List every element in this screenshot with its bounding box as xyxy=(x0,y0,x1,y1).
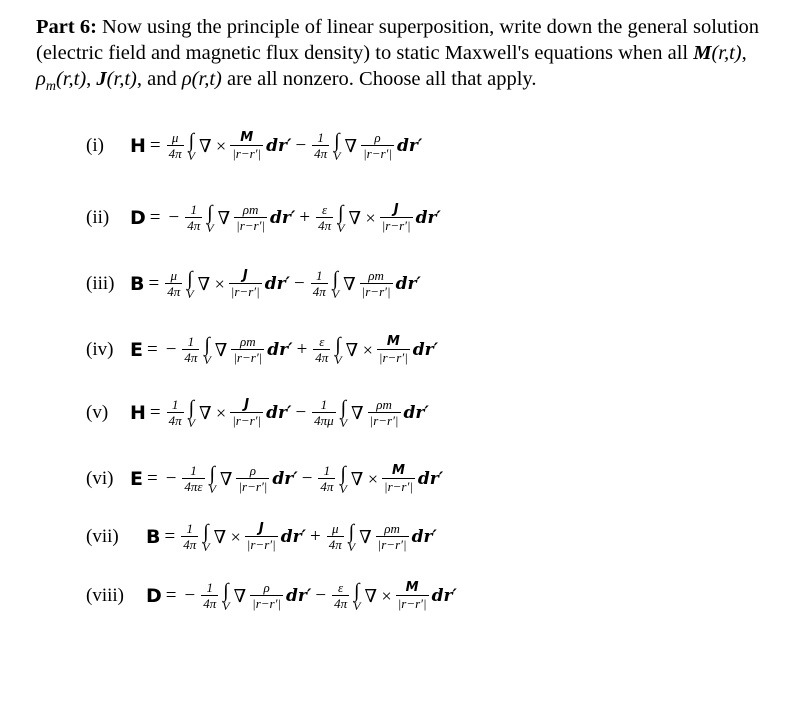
differential-operator: ∇ × xyxy=(350,468,379,489)
differential-element: dr′ xyxy=(431,586,457,606)
coef-numerator: 1 xyxy=(315,268,323,283)
differential-element: dr′ xyxy=(266,403,292,423)
equation-lhs: D xyxy=(146,585,162,607)
source-numerator: ρm xyxy=(239,334,256,349)
differential-operator: ∇ xyxy=(351,402,364,423)
integral-sign: ∫ xyxy=(338,202,344,224)
differential-operator: ∇ xyxy=(219,468,233,489)
differential-operator: ∇ × xyxy=(345,339,373,360)
coef-numerator: 1 xyxy=(187,334,195,349)
term-sign: − xyxy=(301,468,313,489)
source-fraction xyxy=(361,131,394,161)
volume-integral xyxy=(348,522,355,552)
differential-operator: ∇ × xyxy=(213,526,241,547)
coefficient-fraction xyxy=(201,581,218,611)
coef-numerator: 1 xyxy=(320,397,328,412)
integral-sign: ∫ xyxy=(354,580,360,602)
volume-integral xyxy=(188,131,195,161)
integral-domain: V xyxy=(186,287,194,301)
source-fraction xyxy=(360,269,393,299)
source-denominator: |r−r′| xyxy=(233,350,263,365)
term-sign: − xyxy=(295,135,307,156)
integral-domain: V xyxy=(203,353,211,367)
arg-4: (r,t) xyxy=(191,68,222,90)
option-label: (i) xyxy=(86,135,104,156)
volume-integral xyxy=(202,522,209,552)
source-fraction xyxy=(396,581,429,611)
differential-element: dr′ xyxy=(403,403,429,423)
coefficient-fraction xyxy=(318,464,335,494)
source-fraction xyxy=(229,269,262,299)
var-M: M xyxy=(693,42,712,64)
volume-integral xyxy=(333,131,340,161)
integral-domain: V xyxy=(187,416,195,430)
source-fraction xyxy=(382,464,415,494)
volume-integral xyxy=(353,581,360,611)
coefficient-fraction xyxy=(182,464,204,494)
coefficient-fraction xyxy=(316,203,333,233)
option-label: (ii) xyxy=(86,207,110,228)
option-label: (vii) xyxy=(86,526,119,547)
source-numerator: ρ xyxy=(263,580,270,595)
integral-domain: V xyxy=(202,540,210,554)
source-denominator: |r−r′| xyxy=(236,218,266,233)
volume-integral xyxy=(340,398,347,428)
differential-element: dr′ xyxy=(270,208,296,228)
source-numerator: J xyxy=(258,521,264,536)
integral-domain: V xyxy=(331,287,340,301)
coef-denominator: 4πμ xyxy=(314,413,334,428)
source-denominator: |r−r′| xyxy=(363,146,392,161)
differential-operator: ∇ xyxy=(359,526,372,547)
source-fraction xyxy=(368,398,401,428)
term-sign: + xyxy=(310,526,321,547)
coefficient-fraction xyxy=(182,335,199,365)
coef-denominator: 4π xyxy=(184,350,198,365)
differential-element: dr′ xyxy=(396,136,423,156)
coef-denominator: 4πε xyxy=(184,479,203,494)
volume-integral xyxy=(339,464,346,494)
arg-2: (r,t) xyxy=(55,68,87,90)
coef-denominator: 4π xyxy=(167,284,181,299)
differential-operator: ∇ xyxy=(217,207,231,228)
source-denominator: |r−r′| xyxy=(361,284,391,299)
question-text xyxy=(36,14,766,100)
coef-numerator: ε xyxy=(338,580,344,595)
equals-sign: = xyxy=(149,135,161,156)
equation-lhs: E xyxy=(130,339,143,361)
sep-2: , xyxy=(86,68,97,90)
coef-numerator: 1 xyxy=(317,130,324,145)
source-numerator: ρm xyxy=(242,202,259,217)
source-fraction xyxy=(230,398,263,428)
volume-integral xyxy=(337,203,344,233)
source-numerator: J xyxy=(393,202,399,217)
integral-domain: V xyxy=(347,540,356,554)
integral-sign: ∫ xyxy=(203,521,209,543)
coef-denominator: 4π xyxy=(187,218,201,233)
coef-denominator: 4π xyxy=(183,537,197,552)
integral-sign: ∫ xyxy=(188,397,195,419)
source-numerator: ρm xyxy=(368,268,384,283)
integral-domain: V xyxy=(333,149,341,163)
differential-element: dr′ xyxy=(412,340,439,360)
differential-operator: ∇ × xyxy=(197,273,225,294)
term-sign: − xyxy=(295,402,307,423)
equals-sign: = xyxy=(148,273,160,294)
integral-domain: V xyxy=(339,416,348,430)
term-sign: − xyxy=(168,207,180,228)
volume-integral xyxy=(203,335,210,365)
integral-domain: V xyxy=(187,149,195,163)
coefficient-fraction xyxy=(312,398,336,428)
coef-numerator: 1 xyxy=(186,521,193,536)
coef-denominator: 4π xyxy=(203,596,217,611)
question-body-2: are all nonzero. Choose all that apply. xyxy=(221,68,537,90)
integral-sign: ∫ xyxy=(335,334,341,356)
term-sign: − xyxy=(165,339,177,360)
option-row xyxy=(86,118,422,174)
equation-lhs: H xyxy=(130,135,146,157)
source-numerator: M xyxy=(240,130,254,145)
term-sign: − xyxy=(165,468,177,489)
equals-sign: = xyxy=(164,526,176,547)
source-denominator: |r−r′| xyxy=(230,284,260,299)
integral-domain: V xyxy=(339,482,347,496)
differential-element: dr′ xyxy=(264,274,291,294)
source-numerator: J xyxy=(242,268,248,283)
sep-3: , and xyxy=(136,68,182,90)
integral-sign: ∫ xyxy=(209,463,215,485)
source-numerator: M xyxy=(405,580,419,595)
volume-integral xyxy=(188,398,195,428)
integral-sign: ∫ xyxy=(348,521,355,543)
integral-sign: ∫ xyxy=(187,268,193,290)
source-denominator: |r−r′| xyxy=(369,413,399,428)
source-fraction xyxy=(231,335,264,365)
option-row xyxy=(86,256,421,312)
equation-lhs: H xyxy=(130,402,146,424)
coefficient-fraction xyxy=(181,522,198,552)
differential-operator: ∇ × xyxy=(364,585,392,606)
differential-element: dr′ xyxy=(280,527,307,547)
integral-sign: ∫ xyxy=(340,463,346,485)
integral-domain: V xyxy=(222,599,230,613)
coef-numerator: 1 xyxy=(190,463,197,478)
volume-integral xyxy=(332,269,339,299)
option-row xyxy=(86,385,429,441)
integral-sign: ∫ xyxy=(204,334,210,356)
term-sign: − xyxy=(184,585,196,606)
source-denominator: |r−r′| xyxy=(384,479,413,494)
source-numerator: J xyxy=(244,397,250,412)
option-row xyxy=(86,509,437,565)
arg-1: (r,t) xyxy=(711,42,742,64)
integral-sign: ∫ xyxy=(334,130,340,152)
option-row xyxy=(86,322,438,378)
source-denominator: |r−r′| xyxy=(238,479,268,494)
var-rho-m: ρ xyxy=(36,68,46,90)
coef-numerator: 1 xyxy=(206,580,213,595)
differential-element: dr′ xyxy=(395,274,421,294)
question-body-1: Now using the principle of linear superposition, write down the general solution (electric field and magnetic flux density) to static Maxwell's equations when all xyxy=(36,16,760,64)
source-denominator: |r−r′| xyxy=(397,596,427,611)
source-fraction xyxy=(380,203,413,233)
differential-element: dr′ xyxy=(272,469,298,489)
option-row xyxy=(86,190,441,246)
coef-denominator: 4π xyxy=(334,596,348,611)
coef-numerator: 1 xyxy=(190,202,197,217)
coef-denominator: 4π xyxy=(168,413,182,428)
source-fraction xyxy=(245,522,278,552)
source-numerator: M xyxy=(391,463,405,478)
volume-integral xyxy=(206,203,213,233)
coefficient-fraction xyxy=(327,522,344,552)
integral-domain: V xyxy=(353,599,361,613)
integral-domain: V xyxy=(208,482,216,496)
volume-integral xyxy=(222,581,229,611)
coefficient-fraction xyxy=(185,203,202,233)
integral-sign: ∫ xyxy=(332,268,339,290)
differential-operator: ∇ xyxy=(343,273,356,294)
option-row xyxy=(86,451,443,507)
source-numerator: ρ xyxy=(249,463,257,478)
source-numerator: ρ xyxy=(374,130,381,145)
source-numerator: ρm xyxy=(376,397,392,412)
equation-lhs: B xyxy=(146,526,161,548)
option-label: (iv) xyxy=(86,339,114,360)
option-label: (v) xyxy=(86,402,109,423)
source-fraction xyxy=(377,335,410,365)
volume-integral xyxy=(334,335,341,365)
source-fraction xyxy=(234,203,267,233)
coef-numerator: 1 xyxy=(323,463,331,478)
coef-denominator: 4π xyxy=(320,479,334,494)
term-sign: − xyxy=(294,273,305,294)
integral-sign: ∫ xyxy=(207,202,213,224)
volume-integral xyxy=(186,269,193,299)
equals-sign: = xyxy=(165,585,177,606)
integral-domain: V xyxy=(206,221,214,235)
differential-operator: ∇ xyxy=(233,585,247,606)
equals-sign: = xyxy=(146,468,158,489)
differential-operator: ∇ × xyxy=(348,207,376,228)
source-denominator: |r−r′| xyxy=(232,146,262,161)
integral-domain: V xyxy=(337,221,345,235)
source-denominator: |r−r′| xyxy=(378,350,408,365)
coef-denominator: 4π xyxy=(314,146,328,161)
differential-element: dr′ xyxy=(286,586,312,606)
coefficient-fraction xyxy=(311,269,328,299)
sub-m: m xyxy=(45,79,56,95)
source-denominator: |r−r′| xyxy=(252,596,282,611)
source-fraction xyxy=(250,581,283,611)
equals-sign: = xyxy=(149,207,161,228)
coef-denominator: 4π xyxy=(312,284,326,299)
source-fraction xyxy=(230,131,263,161)
integral-sign: ∫ xyxy=(188,130,195,152)
source-fraction xyxy=(236,464,269,494)
coef-denominator: 4π xyxy=(328,537,342,552)
option-row xyxy=(86,568,457,624)
option-label: (iii) xyxy=(86,273,115,294)
equation-lhs: B xyxy=(130,273,145,295)
var-rho: ρ xyxy=(181,68,192,90)
option-label: (viii) xyxy=(86,585,124,606)
source-denominator: |r−r′| xyxy=(232,413,262,428)
part-label: Part 6: xyxy=(36,16,97,38)
sep-1: , xyxy=(741,42,747,64)
coef-numerator: 1 xyxy=(171,397,179,412)
coefficient-fraction xyxy=(312,131,329,161)
coef-numerator: μ xyxy=(170,268,177,283)
coefficient-fraction xyxy=(313,335,330,365)
coefficient-fraction xyxy=(165,269,182,299)
integral-sign: ∫ xyxy=(223,580,229,602)
term-sign: + xyxy=(299,207,311,228)
differential-operator: ∇ × xyxy=(198,402,227,423)
coefficient-fraction xyxy=(167,398,184,428)
term-sign: − xyxy=(315,585,327,606)
differential-element: dr′ xyxy=(411,527,437,547)
source-numerator: M xyxy=(386,334,400,349)
integral-domain: V xyxy=(334,353,342,367)
differential-element: dr′ xyxy=(266,136,292,156)
coef-denominator: 4π xyxy=(315,350,329,365)
differential-operator: ∇ xyxy=(214,339,228,360)
source-numerator: ρm xyxy=(384,521,400,536)
volume-integral xyxy=(209,464,216,494)
differential-operator: ∇ × xyxy=(198,135,227,156)
integral-sign: ∫ xyxy=(340,397,347,419)
arg-3: (r,t) xyxy=(106,68,137,90)
equation-lhs: D xyxy=(130,207,146,229)
differential-element: dr′ xyxy=(417,469,444,489)
coef-numerator: μ xyxy=(331,521,339,536)
coef-denominator: 4π xyxy=(168,146,182,161)
coef-numerator: μ xyxy=(171,130,179,145)
equals-sign: = xyxy=(146,339,158,360)
differential-element: dr′ xyxy=(415,208,441,228)
coef-numerator: ε xyxy=(319,334,325,349)
equals-sign: = xyxy=(149,402,161,423)
differential-element: dr′ xyxy=(267,340,293,360)
source-denominator: |r−r′| xyxy=(381,218,411,233)
coefficient-fraction xyxy=(167,131,184,161)
equation-lhs: E xyxy=(130,468,143,490)
differential-operator: ∇ xyxy=(344,135,358,156)
coef-denominator: 4π xyxy=(318,218,332,233)
option-label: (vi) xyxy=(86,468,114,489)
term-sign: + xyxy=(296,339,308,360)
coefficient-fraction xyxy=(332,581,349,611)
source-denominator: |r−r′| xyxy=(377,537,407,552)
source-fraction xyxy=(376,522,409,552)
source-denominator: |r−r′| xyxy=(246,537,276,552)
var-J: J xyxy=(96,68,107,90)
coef-numerator: ε xyxy=(322,202,328,217)
